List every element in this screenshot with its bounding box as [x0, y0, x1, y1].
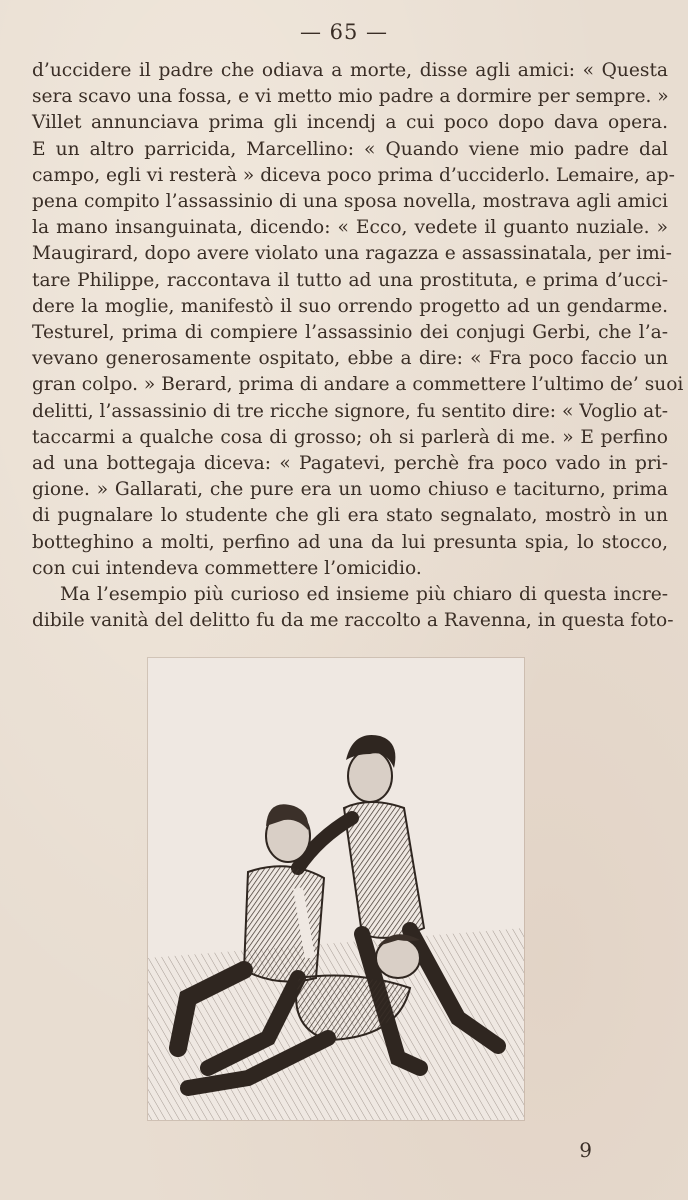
- text-line: ad una bottegaja diceva: « Pagatevi, perchè fra poco vado in pri-: [32, 453, 668, 475]
- signature-mark: 9: [579, 1138, 592, 1162]
- text-line: Testurel, prima di compiere l’assassinio dei conjugi Gerbi, che l’a-: [32, 322, 668, 344]
- text-line: gran colpo. » Berard, prima di andare a commettere l’ultimo de’ suoi: [32, 374, 684, 396]
- text-line: campo, egli vi resterà » diceva poco prima d’ucciderlo. Lemaire, ap-: [32, 164, 675, 186]
- body-text: [32, 58, 684, 634]
- text-line: E un altro parricida, Marcellino: « Quando viene mio padre dal: [32, 138, 668, 160]
- text-line: Maugirard, dopo avere violato una ragazza e assassinatala, per imi-: [32, 243, 672, 265]
- engraving-illustration: [148, 658, 524, 1120]
- paragraph-2: [32, 582, 674, 634]
- text-line: Ma l’esempio più curioso ed insieme più chiaro di questa incre-: [60, 584, 668, 606]
- text-line: di pugnalare lo studente che gli era stato segnalato, mostrò in un: [32, 505, 668, 527]
- text-line: Villet annunciava prima gli incendj a cui poco dopo dava opera.: [32, 112, 668, 134]
- text-line: dere la moglie, manifestò il suo orrendo progetto ad un gendarme.: [32, 295, 668, 317]
- illustration-drawing: [148, 658, 524, 1120]
- text-line: taccarmi a qualche cosa di grosso; oh si parlerà di me. » E perfino: [32, 426, 668, 448]
- text-line: la mano insanguinata, dicendo: « Ecco, vedete il guanto nuziale. »: [32, 217, 668, 239]
- text-line: con cui intendeva commettere l’omicidio.: [32, 557, 422, 579]
- text-line: gione. » Gallarati, che pure era un uomo chiuso e taciturno, prima: [32, 479, 668, 501]
- paragraph-1: [32, 58, 684, 582]
- page-number: — 65 —: [299, 20, 389, 44]
- text-line: d’uccidere il padre che odiava a morte, disse agli amici: « Questa: [32, 60, 668, 81]
- text-line: delitti, l’assassinio di tre ricche signore, fu sentito dire: « Voglio at-: [32, 400, 668, 422]
- text-line: pena compito l’assassinio di una sposa novella, mostrava agli amici: [32, 191, 668, 213]
- text-line: botteghino a molti, perfino ad una da lui presunta spia, lo stocco,: [32, 531, 668, 553]
- text-line: dibile vanità del delitto fu da me raccolto a Ravenna, in questa foto-: [32, 610, 674, 632]
- text-line: tare Philippe, raccontava il tutto ad una prostituta, e prima d’ucci-: [32, 269, 668, 291]
- text-line: sera scavo una fossa, e vi metto mio padre a dormire per sempre. »: [32, 86, 669, 108]
- text-line: vevano generosamente ospitato, ebbe a dire: « Fra poco faccio un: [32, 348, 668, 370]
